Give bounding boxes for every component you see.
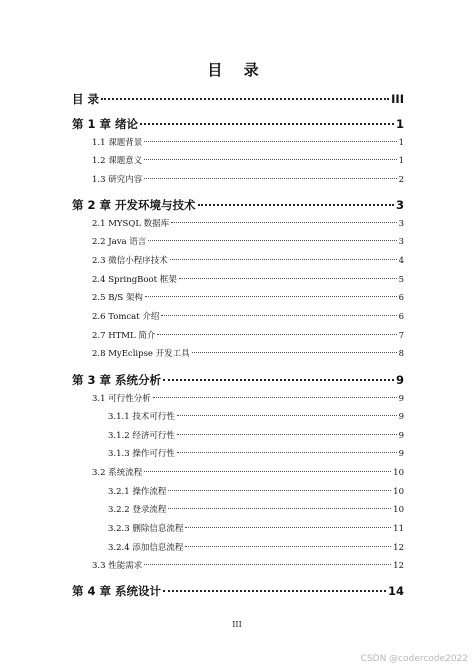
toc-entry-page-number: 12 bbox=[393, 561, 404, 571]
toc-entry-page-number: 1 bbox=[398, 156, 404, 166]
toc-entry-label: 2.1 MYSQL 数据库 bbox=[92, 219, 170, 229]
toc-entry-sub[interactable] bbox=[108, 540, 404, 556]
dot-leader bbox=[144, 470, 391, 472]
toc-entry-sec[interactable] bbox=[92, 153, 404, 169]
page-number: III bbox=[232, 620, 242, 629]
toc-entry-page-number: 11 bbox=[393, 524, 404, 534]
toc-entry-page-number: 9 bbox=[398, 431, 404, 441]
toc-entry-label: 1.2 课题意义 bbox=[92, 156, 143, 166]
toc-entry-label: 2.3 微信小程序技术 bbox=[92, 256, 168, 266]
toc-entry-label: 1.1 课题背景 bbox=[92, 138, 143, 148]
dot-leader bbox=[144, 177, 396, 179]
toc-entry-page-number: 9 bbox=[398, 394, 404, 404]
toc-entry-label: 第 2 章 开发环境与技术 bbox=[72, 198, 196, 212]
dot-leader bbox=[177, 451, 397, 453]
dot-leader bbox=[153, 396, 397, 398]
toc-entry-sec[interactable] bbox=[92, 346, 404, 362]
toc-entry-label: 3.1.1 技术可行性 bbox=[108, 412, 175, 422]
toc-entry-page-number: 9 bbox=[398, 449, 404, 459]
toc-entry-page-number: 10 bbox=[393, 505, 404, 515]
toc-entry-sub[interactable] bbox=[108, 484, 404, 500]
toc-entry-page-number: 3 bbox=[395, 198, 404, 212]
toc-entry-page-number: III bbox=[391, 92, 404, 106]
toc-entry-sec[interactable] bbox=[92, 391, 404, 407]
toc-entry-sub[interactable] bbox=[108, 502, 404, 518]
dot-leader bbox=[185, 545, 391, 547]
toc-entry-chapter[interactable] bbox=[72, 91, 404, 107]
toc-entry-sub[interactable] bbox=[108, 446, 404, 462]
dot-leader bbox=[145, 295, 397, 297]
toc-entry-page-number: 8 bbox=[398, 349, 404, 359]
toc-entry-label: 第 4 章 系统设计 bbox=[72, 584, 162, 598]
toc-entry-page-number: 14 bbox=[387, 584, 404, 598]
toc-entry-label: 3.1.2 经济可行性 bbox=[108, 431, 175, 441]
toc-entry-page-number: 9 bbox=[398, 412, 404, 422]
dot-leader bbox=[168, 507, 391, 509]
toc-entry-chapter[interactable] bbox=[72, 116, 404, 132]
toc-entry-sub[interactable] bbox=[108, 521, 404, 537]
dot-leader bbox=[198, 203, 394, 206]
dot-leader bbox=[168, 489, 391, 491]
toc-entry-page-number: 7 bbox=[398, 331, 404, 341]
toc-entry-page-number: 5 bbox=[398, 275, 404, 285]
dot-leader bbox=[140, 122, 394, 125]
toc-entry-page-number: 6 bbox=[398, 312, 404, 322]
dot-leader bbox=[170, 258, 397, 260]
toc-entry-label: 2.4 SpringBoot 框架 bbox=[92, 275, 177, 285]
toc-entry-page-number: 1 bbox=[398, 138, 404, 148]
toc-entry-label: 2.7 HTML 简介 bbox=[92, 331, 156, 341]
toc-entry-label: 3.2.2 登录流程 bbox=[108, 505, 167, 515]
toc-entry-page-number: 6 bbox=[398, 293, 404, 303]
toc-entry-sec[interactable] bbox=[92, 272, 404, 288]
dot-leader bbox=[179, 277, 397, 279]
dot-leader bbox=[101, 97, 389, 100]
toc-entry-sec[interactable] bbox=[92, 290, 404, 306]
toc-entry-label: 2.6 Tomcat 介绍 bbox=[92, 312, 160, 322]
dot-leader bbox=[144, 563, 391, 565]
dot-leader bbox=[144, 140, 396, 142]
toc-entry-page-number: 12 bbox=[393, 543, 404, 553]
toc-entry-page-number: 3 bbox=[398, 219, 404, 229]
toc-entry-page-number: 4 bbox=[398, 256, 404, 266]
toc-entry-label: 2.8 MyEclipse 开发工具 bbox=[92, 349, 190, 359]
toc-entry-label: 目 录 bbox=[72, 92, 100, 106]
toc-entry-label: 3.1 可行性分析 bbox=[92, 394, 151, 404]
toc-entry-page-number: 3 bbox=[398, 237, 404, 247]
dot-leader bbox=[148, 239, 396, 241]
toc-entry-sec[interactable] bbox=[92, 253, 404, 269]
toc-entry-sec[interactable] bbox=[92, 465, 404, 481]
toc-entry-sec[interactable] bbox=[92, 172, 404, 188]
dot-leader bbox=[161, 314, 396, 316]
toc-entry-chapter[interactable] bbox=[72, 197, 404, 213]
toc-entry-page-number: 10 bbox=[393, 468, 404, 478]
toc-entry-sec[interactable] bbox=[92, 328, 404, 344]
toc-entry-sec[interactable] bbox=[92, 309, 404, 325]
toc-entry-label: 3.2.3 删除信息流程 bbox=[108, 524, 184, 534]
dot-leader bbox=[192, 351, 397, 353]
watermark: CSDN @codercode2022 bbox=[360, 654, 468, 664]
toc-entry-label: 3.3 性能需求 bbox=[92, 561, 143, 571]
toc-entry-sec[interactable] bbox=[92, 216, 404, 232]
dot-leader bbox=[177, 433, 397, 435]
dot-leader bbox=[177, 414, 397, 416]
toc-entry-label: 3.2.4 添加信息流程 bbox=[108, 543, 184, 553]
toc-entry-page-number: 2 bbox=[398, 175, 404, 185]
dot-leader bbox=[171, 221, 396, 223]
toc-entry-sec[interactable] bbox=[92, 135, 404, 151]
toc-entry-page-number: 10 bbox=[393, 487, 404, 497]
toc-entry-label: 第 3 章 系统分析 bbox=[72, 373, 162, 387]
page-title: 目 录 bbox=[207, 61, 267, 79]
dot-leader bbox=[157, 333, 396, 335]
toc-entry-label: 3.1.3 操作可行性 bbox=[108, 449, 175, 459]
toc-entry-chapter[interactable] bbox=[72, 583, 404, 599]
toc-entry-sec[interactable] bbox=[92, 558, 404, 574]
toc-entry-sec[interactable] bbox=[92, 234, 404, 250]
toc-entry-sub[interactable] bbox=[108, 428, 404, 444]
toc-entry-page-number: 9 bbox=[395, 373, 404, 387]
toc-entry-label: 3.2.1 操作流程 bbox=[108, 487, 167, 497]
toc-entry-sub[interactable] bbox=[108, 409, 404, 425]
toc-entry-label: 1.3 研究内容 bbox=[92, 175, 143, 185]
toc-entry-label: 3.2 系统流程 bbox=[92, 468, 143, 478]
dot-leader bbox=[163, 589, 386, 592]
toc-entry-chapter[interactable] bbox=[72, 372, 404, 388]
toc-entry-label: 第 1 章 绪论 bbox=[72, 117, 139, 131]
dot-leader bbox=[144, 158, 396, 160]
dot-leader bbox=[163, 378, 394, 381]
dot-leader bbox=[185, 526, 391, 528]
toc-entry-label: 2.2 Java 语言 bbox=[92, 237, 147, 247]
toc-entry-page-number: 1 bbox=[395, 117, 404, 131]
toc-entry-label: 2.5 B/S 架构 bbox=[92, 293, 143, 303]
